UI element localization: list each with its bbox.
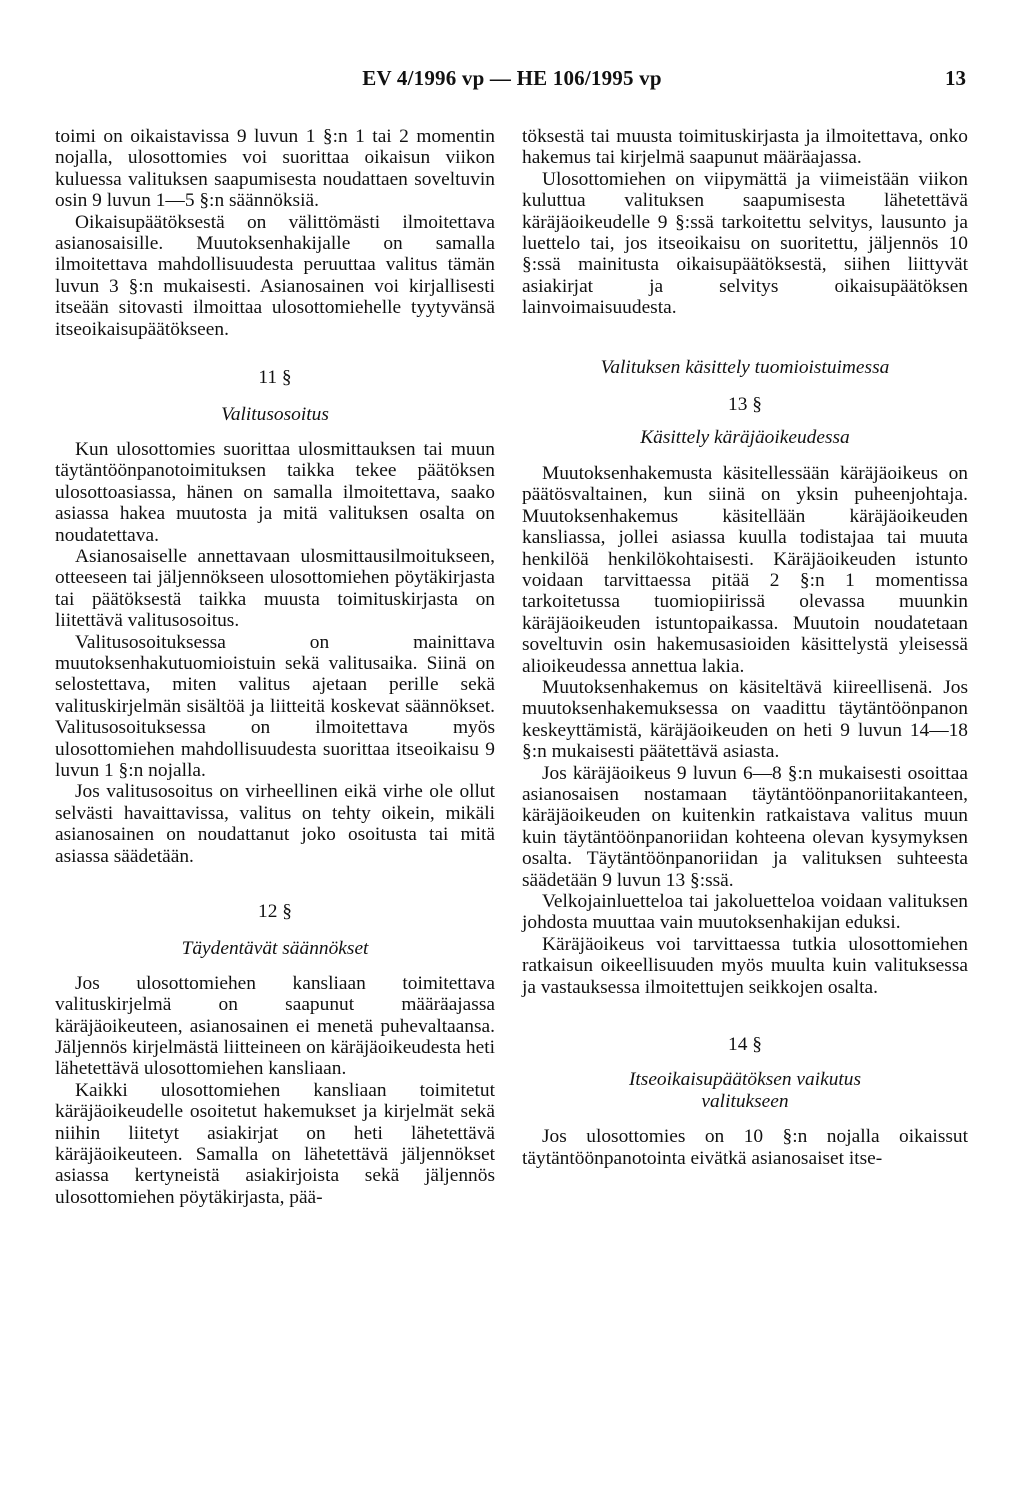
section-title-13: Käsittely käräjäoikeudessa	[640, 427, 850, 449]
document-reference: EV 4/1996 vp — HE 106/1995 vp	[362, 66, 662, 90]
page-number: 13	[945, 66, 966, 90]
paragraph: Asianosaiselle annettavaan ulosmittausilmoitukseen, otteeseen tai jäljennökseen ulosottomiehen pöytäkirjasta tai päätöksestä taikka muusta toimituskirjasta on liitettävä valitusosoitus.	[55, 545, 495, 632]
section-title-12: Täydentävät säännökset	[181, 938, 369, 960]
paragraph: Ulosottomiehen on viipymättä ja viimeistään viikon kuluttua valituksen saapumisesta lähetettävä käräjäoikeudelle 9 §:ssä tarkoitettu selvitys, lausunto ja luettelo tai, jos itseoikaisu on suoritettu, jäljennös 10 §:ssä mainitusta oikaisupäätöksestä, siihen liittyvät asiakirjat ja selvitys oikaisupäätöksen lainvoimaisuudesta.	[522, 168, 968, 319]
section-number-13: 13 §	[728, 394, 762, 416]
paragraph: Valitusosoituksessa on mainittava muutoksenhakutuomioistuin sekä valitusaika. Siinä on selostettava, miten valitus ajetaan perille sekä valituskirjelmän sisältöä ja liitteitä koskevat säännökset. Valitusosoituksessa on ilmoitettava myös ulosottomiehen mahdollisuudesta suorittaa itseoikaisu 9 luvun 1 §:n nojalla.	[55, 631, 495, 781]
section-number-14: 14 §	[728, 1034, 762, 1056]
paragraph: Kun ulosottomies suorittaa ulosmittauksen tai muun täytäntöönpanotoimituksen taikka tekee päätöksen ulosottoasiassa, hänen on samalla ilmoitettava, saako asiassa hakea muutosta ja mitä valituksen osalta on noudatettava.	[55, 438, 495, 546]
section-number-12: 12 §	[258, 901, 292, 922]
section-number-11: 11 §	[258, 367, 292, 389]
paragraph: Muutoksenhakemus on käsiteltävä kiireellisenä. Jos muutoksenhakemuksessa on vaadittu täytäntöönpanon keskeyttämistä, käräjäoikeuden on heti 9 luvun 14—18 §:n mukaisesti päätettävä asiasta.	[522, 676, 968, 763]
section-title-14: Itseoikaisupäätöksen vaikutus valitukseen	[628, 1069, 862, 1112]
paragraph: Velkojainluetteloa tai jakoluetteloa voidaan valituksen johdosta muuttaa vain muutoksenhakijan eduksi.	[522, 891, 968, 934]
paragraph: Jos valitusosoitus on virheellinen eikä virhe ole ollut selvästi havaittavissa, valitus on tehty oikein, mikäli asianosainen on noudattanut joko osoitusta tai mitä asiassa säädetään.	[55, 781, 495, 867]
paragraph: töksestä tai muusta toimituskirjasta ja ilmoitettava, onko hakemus tai kirjelmä saapunut määräajassa.	[522, 126, 968, 169]
paragraph: Jos ulosottomies on 10 §:n nojalla oikaissut täytäntöönpanotointa eivätkä asianosaiset itse-	[522, 1126, 968, 1169]
right-column	[522, 126, 968, 1169]
section-title-11: Valitusosoitus	[221, 404, 329, 426]
left-column	[55, 126, 495, 1208]
chapter-title: Valituksen käsittely tuomioistuimessa	[600, 356, 890, 378]
paragraph: Kaikki ulosottomiehen kansliaan toimitetut käräjäoikeudelle osoitetut hakemukset ja kirjelmät sekä niihin liitetyt asiakirjat on heti lähetettävä käräjäoikeuteen. Samalla on lähetettävä jäljennökset asiassa kertyneistä asiakirjoista sekä jäljennös ulosottomiehen pöytäkirjasta, pää-	[55, 1079, 495, 1208]
paragraph: Käräjäoikeus voi tarvittaessa tutkia ulosottomiehen ratkaisun oikeellisuuden myös muulta kuin valituksessa ja vastauksessa ilmoitettujen seikkojen osalta.	[522, 933, 968, 998]
paragraph: Jos käräjäoikeus 9 luvun 6—8 §:n mukaisesti osoittaa asianosaisen nostamaan täytäntöönpanoriitakanteen, käräjäoikeuden on kuitenkin ratkaistava valitus muun kuin täytäntöönpanoriidan kohteena olevan kysymyksen osalta. Täytäntöönpanoriidan ja valituksen suhteesta säädetään 9 luvun 13 §:ssä.	[522, 762, 968, 891]
paragraph: Oikaisupäätöksestä on välittömästi ilmoitettava asianosaisille. Muutoksenhakijalle on samalla ilmoitettava mahdollisuudesta peruuttaa valitus tämän luvun 3 §:n mukaisesti. Asianosainen voi kirjallisesti itseään sitovasti ilmoittaa ulosottomiehelle tyytyvänsä itseoikaisupäätökseen.	[55, 211, 495, 340]
paragraph: toimi on oikaistavissa 9 luvun 1 §:n 1 tai 2 momentin nojalla, ulosottomies voi suorittaa oikaisun viikon kuluessa valituksen saapumisesta noudattaen soveltuvin osin 9 luvun 1—5 §:n säännöksiä.	[55, 126, 495, 212]
page-header	[0, 66, 1024, 96]
paragraph: Jos ulosottomiehen kansliaan toimitettava valituskirjelmä on saapunut määräajassa käräjäoikeuteen, asianosainen ei menetä puhevaltaansa. Jäljennös kirjelmästä liitteineen on käräjäoikeudesta heti lähetettävä ulosottomiehen kansliaan.	[55, 972, 495, 1080]
paragraph: Muutoksenhakemusta käsitellessään käräjäoikeus on päätösvaltainen, kun siinä on yksin puheenjohtaja. Muutoksenhakemus käsitellään käräjäoikeuden kansliassa, jollei asiassa kuulla todistajaa tai muuta henkilöä henkilökohtaisesti. Käräjäoikeuden istunto voidaan tarvittaessa pitää 2 §:n 1 momentissa tarkoitetussa tuomiopiirissä olevassa muunkin käräjäoikeuden istuntopaikassa. Muutoin noudatetaan soveltuvin osin hakemusasioiden käsittelystä yleisessä alioikeudessa annettua lakia.	[522, 462, 968, 677]
